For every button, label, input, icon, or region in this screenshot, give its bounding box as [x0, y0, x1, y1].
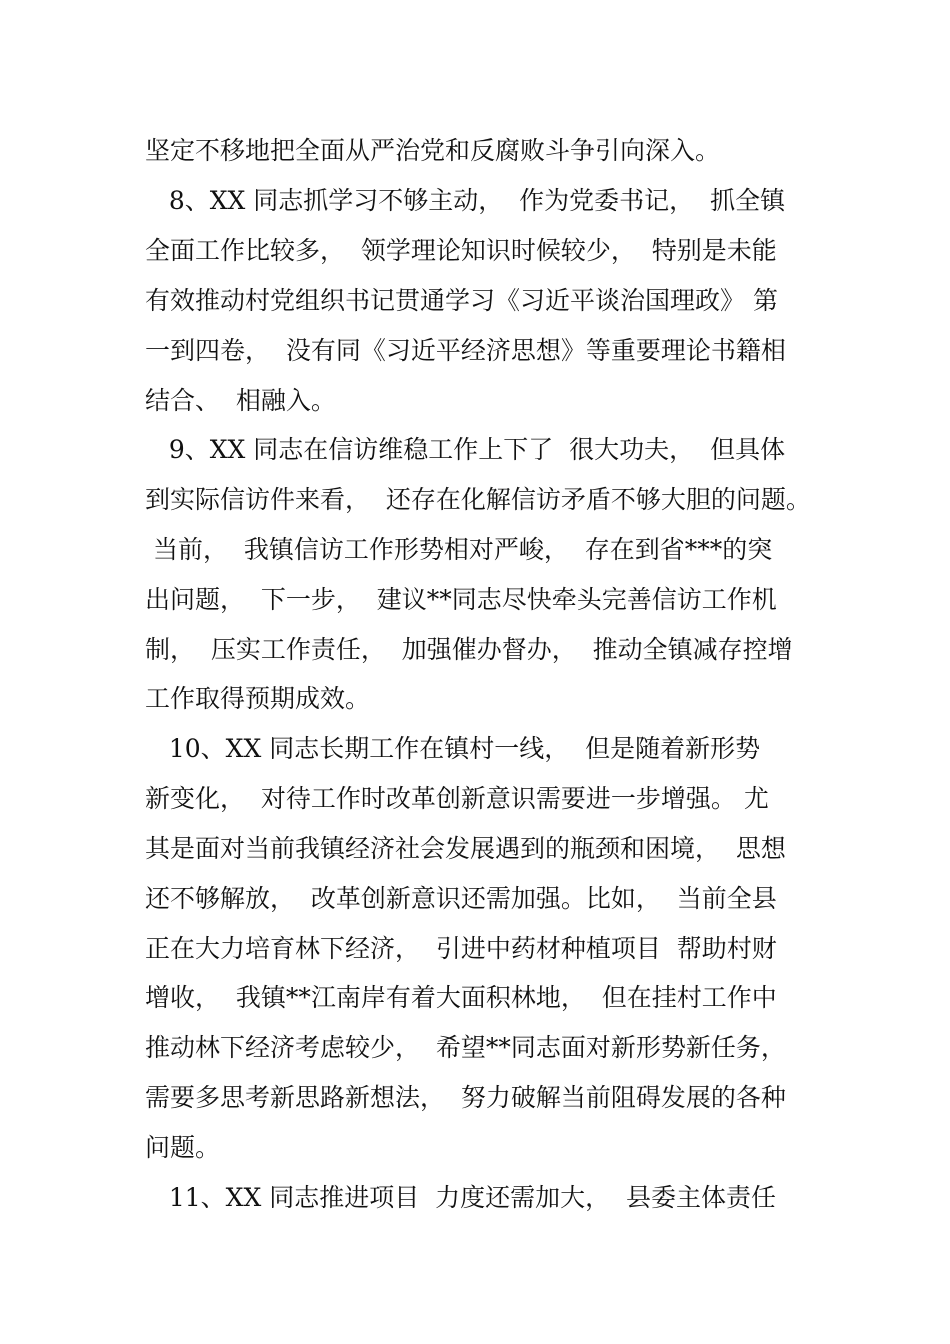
text-line: 需要多思考新思路新想法， 努力破解当前阻碍发展的各种 [145, 1083, 786, 1112]
text-line: 问题。 [145, 1133, 221, 1162]
text-line: 还不够解放， 改革创新意识还需加强。比如， 当前全县 [145, 884, 777, 913]
text-line: 推动林下经济考虑较少， 希望**同志面对新形势新任务， [145, 1033, 786, 1062]
text-line: 一到四卷， 没有同《习近平经济思想》等重要理论书籍相 [145, 336, 786, 365]
text-line: 制， 压实工作责任， 加强催办督办， 推动全镇减存控增 [145, 635, 793, 664]
text-line: 到实际信访件来看， 还存在化解信访矛盾不够大胆的问题。 [145, 485, 811, 514]
text-line: 有效推动村党组织书记贯通学习《习近平谈治国理政》 第 [145, 286, 778, 315]
text-line: 9、XX 同志在信访维稳工作上下了 很大功夫， 但具体 [145, 435, 786, 464]
text-line: 8、XX 同志抓学习不够主动， 作为党委书记， 抓全镇 [145, 186, 786, 215]
text-line: 正在大力培育林下经济， 引进中药材种植项目 帮助村财 [145, 934, 777, 963]
text-line: 11、XX 同志推进项目 力度还需加大， 县委主体责任 [145, 1183, 776, 1212]
text-line: 增收， 我镇**江南岸有着大面积林地， 但在挂村工作中 [145, 983, 777, 1012]
text-line: 结合、 相融入。 [145, 386, 336, 415]
text-line: 其是面对当前我镇经济社会发展遇到的瓶颈和困境， 思想 [145, 834, 786, 863]
text-line: 10、XX 同志长期工作在镇村一线， 但是随着新形势 [145, 734, 761, 763]
text-line: 新变化， 对待工作时改革创新意识需要进一步增强。 尤 [145, 784, 769, 813]
text-line: 出问题， 下一步， 建议**同志尽快牵头完善信访工作机 [145, 585, 777, 614]
text-line: 当前， 我镇信访工作形势相对严峻， 存在到省***的突 [145, 535, 773, 564]
text-line: 全面工作比较多， 领学理论知识时候较少， 特别是未能 [145, 236, 777, 265]
text-line: 工作取得预期成效。 [145, 684, 371, 713]
text-line: 坚定不移地把全面从严治党和反腐败斗争引向深入。 [145, 136, 721, 165]
